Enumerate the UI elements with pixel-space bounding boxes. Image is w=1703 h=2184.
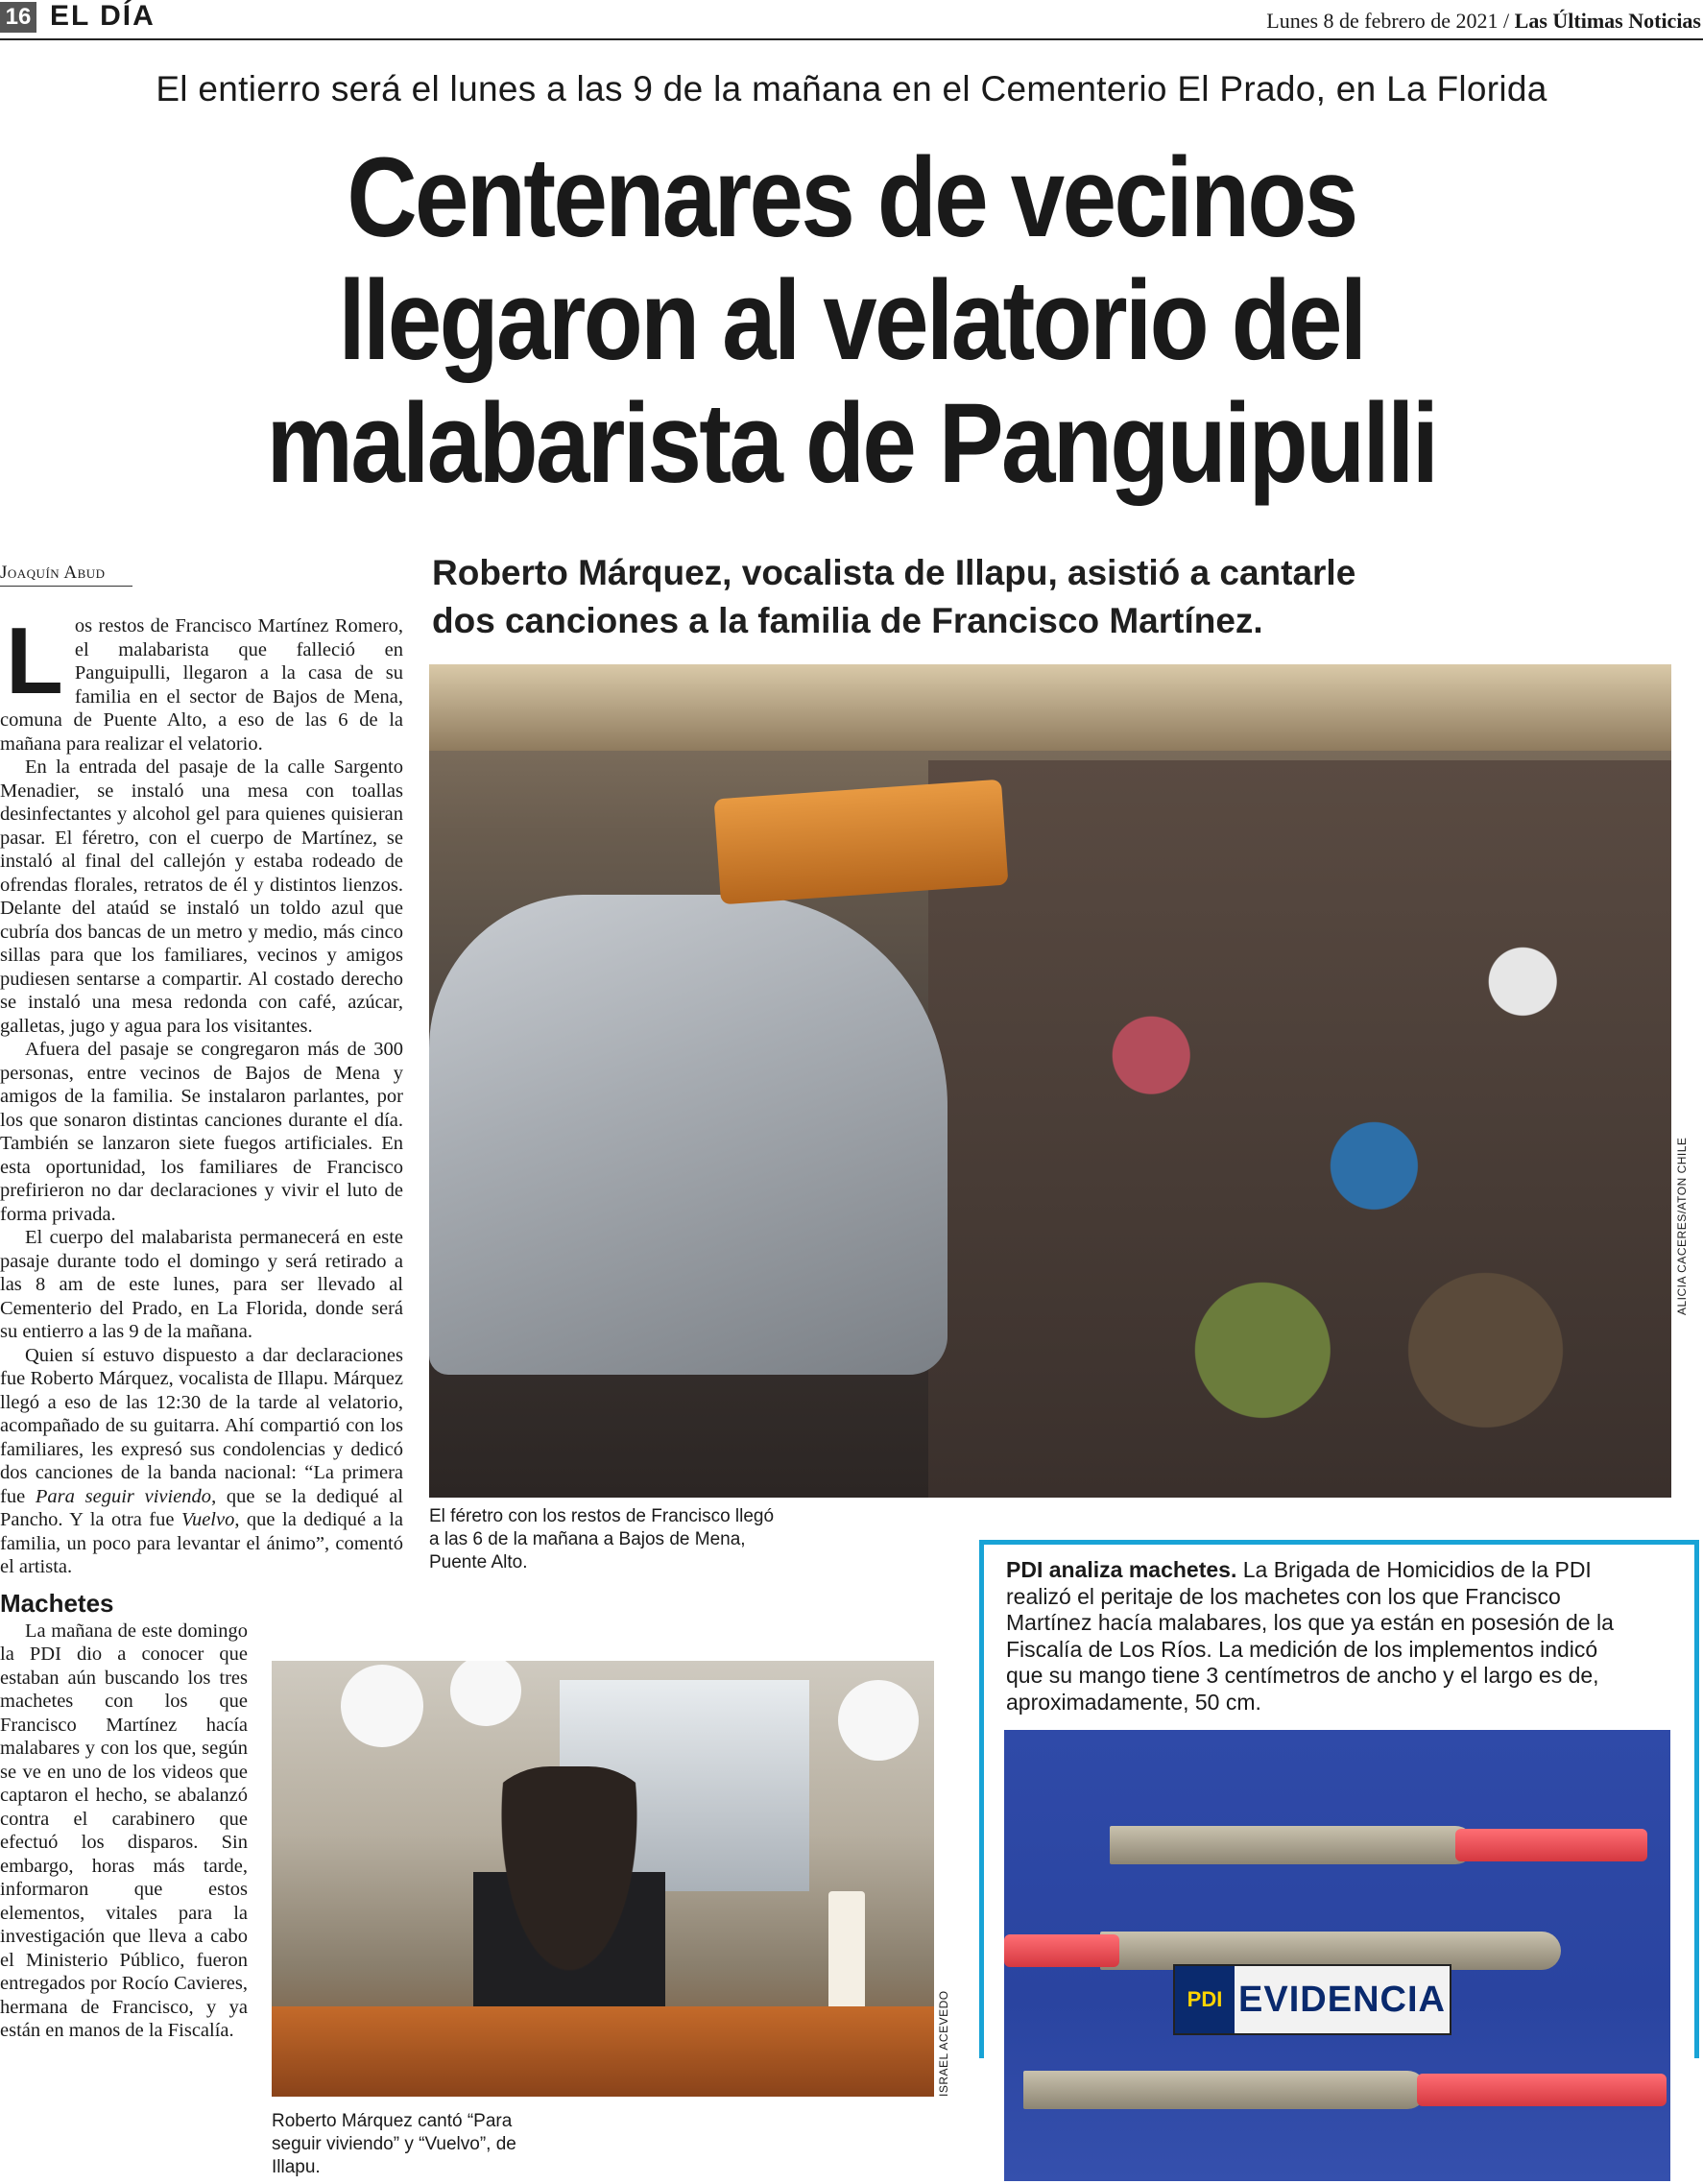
machetes-photo	[1004, 1730, 1670, 2181]
machete-handle-image	[1455, 1829, 1647, 1861]
photo-coffin	[714, 780, 1009, 905]
machete-blade-image	[1023, 2071, 1427, 2109]
photo-candle	[828, 1891, 865, 2026]
article-paragraph-3: Afuera del pasaje se congregaron más de 300 personas, entre vecinos de Bajos de Mena y amigos de la familia. Se instalaron parlantes, por los que sonaron distintas canciones durante el día. También se lanzaron siete fuegos artificiales. En esta oportunidad, los familiares de Francisco prefirieron no dar declaraciones y vivir el luto de forma privada.	[0, 1039, 403, 1225]
guitar-photo-credit: ISRAEL ACEVEDO	[937, 1990, 950, 2097]
date: Lunes 8 de febrero de 2021 /	[1266, 9, 1510, 33]
drop-cap: L	[6, 608, 63, 713]
paragraph-5-text-b: , que se la dediqué al Pancho. Y la otra fue	[0, 1485, 403, 1530]
paragraph-5-text-a: Quien sí estuvo dispuesto a dar declaraciones fue Roberto Márquez, vocalista de Illapu. Márquez llegó a eso de las 12:30 de la tarde al velatorio, acompañado de su guitarra. Ahí compartió con los familiares, les expresó sus condolencias y dedicó dos canciones de la banda nacional: “La primera fue	[0, 1344, 403, 1507]
article-paragraph-2: En la entrada del pasaje de la calle Sargento Menadier, se instaló una mesa con toallas desinfectantes y alcohol gel para quienes quisieran pasar. El féretro, con el cuerpo de Martínez, se instaló al final del callejón y estaba rodeado de ofrendas florales, retratos de él y distintos lienzos. Delante del ataúd se instaló un toldo azul que cubría dos bancas de un metro y medio, más cinco sillas para que los familiares, vecinos y amigos pudiesen sentarse a compartir. Al costado derecho se instaló una mesa redonda con café, azúcar, galletas, jugo y agua para los visitantes.	[0, 756, 403, 1037]
article-paragraph-5	[0, 1344, 403, 1579]
evidence-text: EVIDENCIA	[1238, 1979, 1446, 2020]
main-photo	[429, 664, 1671, 1498]
publication-name: Las Últimas Noticias	[1514, 9, 1701, 33]
pdi-box-text	[1006, 1557, 1620, 1716]
page-number: 16	[0, 2, 36, 33]
headline-line-1: Centenares de vecinos	[347, 134, 1356, 261]
main-photo-credit: ALICIA CACERES/ATON CHILE	[1675, 1137, 1689, 1315]
main-photo-caption: El féretro con los restos de Francisco llegó a las 6 de la mañana a Bajos de Mena, Puente Alto.	[429, 1506, 775, 1572]
article-paragraph-6: La mañana de este domingo la PDI dio a conocer que estaban aún buscando los tres machetes con los que Francisco Martínez hacía malabares y con los que, según se ve en uno de los videos que captaron el hecho, se abalanzó contra el carabinero que efectuó los disparos. Sin embargo, horas más tarde, informaron que estos elementos, vitales para la investigación que lleva a cabo el Ministerio Público, fueron entregados por Rocío Cavieres, hermana de Francisco, y ya están en manos de la Fiscalía.	[0, 1620, 248, 2041]
article-paragraph-4: El cuerpo del malabarista permanecerá en este pasaje durante todo el domingo y será retirado a las 8 am de este lunes, para ser llevado al Cementerio del Prado, en La Florida, donde será su entierro a las 9 de la mañana.	[0, 1227, 403, 1342]
date-line	[1266, 8, 1701, 35]
pdi-box-lead: PDI analiza machetes.	[1006, 1557, 1237, 1582]
balloon-image	[450, 1661, 521, 1726]
balloon-image	[838, 1680, 919, 1761]
kicker: El entierro será el lunes a las 9 de la mañana en el Cementerio El Prado, en La Florida	[156, 69, 1547, 108]
photo-singer	[473, 1766, 665, 2035]
photo-deck: Roberto Márquez, vocalista de Illapu, asistió a cantarle dos canciones a la familia de Francisco Martínez.	[432, 553, 1356, 640]
pdi-badge-logo: PDI	[1175, 1966, 1235, 2033]
header-rule	[0, 38, 1703, 40]
pdi-box-body: La Brigada de Homicidios de la PDI realizó el peritaje de los machetes con los que Francisco Martínez hacía malabares, los que ya están en posesión de la Fiscalía de Los Ríos. La medición de los implementos indicó que su mango tiene 3 centímetros de ancho y el largo es de, aproximadamente, 50 cm.	[1006, 1557, 1614, 1715]
guitar-photo	[272, 1661, 934, 2097]
evidence-label	[1173, 1964, 1451, 2035]
photo-background	[429, 664, 1671, 751]
byline: Joaquín Abud	[0, 563, 132, 587]
paragraph-5-text-c: , que la dediqué a la familia, un poco para levantar el ánimo”, comentó el artista.	[0, 1509, 403, 1577]
subhead-machetes: Machetes	[0, 1588, 114, 1618]
headline	[185, 136, 1518, 505]
article-paragraph-1	[0, 608, 403, 756]
song-title-1: Para seguir viviendo	[35, 1485, 212, 1507]
machete-handle-image	[1417, 2074, 1667, 2106]
photo-coffin	[272, 2006, 934, 2097]
balloon-image	[341, 1665, 423, 1747]
paragraph-1-text: os restos de Francisco Martínez Romero, el malabarista que falleció en Panguipulli, llegaron a la casa de su familia en el sector de Bajos de Mena, comuna de Puente Alto, a eso de las 6 de la mañana para realizar el velatorio.	[0, 615, 403, 755]
headline-line-3: malabarista de Panguipulli	[266, 380, 1437, 507]
machete-blade-image	[1110, 1826, 1475, 1864]
photo-hearse	[429, 895, 947, 1375]
photo-crowd	[928, 760, 1671, 1498]
song-title-2: Vuelvo	[180, 1509, 235, 1530]
guitar-photo-caption: Roberto Márquez cantó “Para seguir viviendo” y “Vuelvo”, de Illapu.	[272, 2111, 516, 2177]
machete-handle-image	[1004, 1934, 1119, 1967]
section-name: EL DÍA	[50, 0, 156, 32]
headline-line-2: llegaron al velatorio del	[338, 257, 1365, 384]
